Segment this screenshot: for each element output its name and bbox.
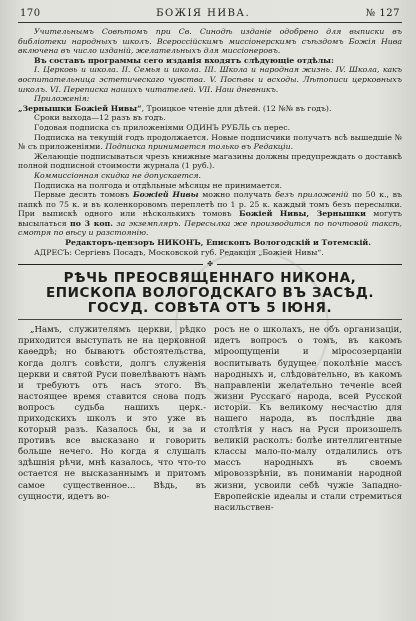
page-number: 170 bbox=[20, 8, 41, 19]
editor-line: Редакторъ-цензоръ НИКОНЪ, Епископъ Вологодскій и Тотемскій. bbox=[65, 238, 371, 248]
program-text: I. Церковь и школа. II. Семья и школа. III. Школа и народная жизнь. IV. Школа, какъ воспитательница эстетическаго чувства. V. Посѣвы и всходы. Лѣтописи церковныхъ школъ. VI. Переписка нашихъ читателей. VII. Наш дневникъ. bbox=[18, 65, 402, 94]
first-issues-i: за экземпляръ. Пересылка же производится по почтовой таксѣ, смотря по вѣсу и разстоянію. bbox=[18, 218, 403, 238]
divider-line-left bbox=[18, 264, 203, 265]
wish-paragraph: Желающіе подписываться чрезъ книжные магазины должны предупреждать о доставкѣ полной подписной стоимости журнала (1 руб.). bbox=[18, 151, 402, 171]
column-right-text: росъ не о школахъ, не объ организаціи, идетъ вопросъ о томъ, въ какомъ міроощущеніи и міросозерцаніи воспитывать будущее поколѣніе массъ народныхъ и, слѣдовательно, въ какомъ направленіи желательно теченіе всей жизни Русскаго народа, всей Русской исторіи. Къ великому несчастію для нашего народа, въ послѣдніе два столѣтія у насъ на Руси произошелъ великій расколъ: болѣе интеллигентные классы мало-по-малу отдалились отъ массъ народныхъ въ своемъ міровоззрѣніи, въ пониманіи народной жизни, усвоили себѣ чужіе Западно-Европейскіе идеалы и стали стремиться насильствен- bbox=[214, 325, 402, 513]
page-header bbox=[18, 8, 402, 19]
first-issues-f: Божіей Нивы, Зернышки bbox=[238, 209, 366, 219]
column-left bbox=[18, 325, 206, 514]
first-issues-paragraph bbox=[18, 190, 402, 238]
subscription-notice bbox=[18, 27, 402, 257]
price-paragraph: Годовая подписка съ приложеніями ОДИНЪ РУБЛЬ съ перес. bbox=[34, 122, 291, 132]
appendix-label: Приложенія: bbox=[34, 94, 90, 104]
first-issues-a: Первые десять томовъ bbox=[34, 190, 130, 200]
journal-title: БОЖІЯ НИВА. bbox=[156, 8, 251, 19]
appendix-paragraph bbox=[18, 94, 402, 113]
terms-paragraph: Сроки выхода—12 разъ въ годъ. bbox=[34, 113, 166, 123]
first-issues-g: могутъ высылаться bbox=[18, 209, 402, 228]
subscription-note: Подписка принимается только въ Редакціи. bbox=[105, 142, 294, 152]
appendix-name: „Зернышки Божіей Нивы“ bbox=[18, 103, 142, 113]
header-rule bbox=[18, 22, 402, 23]
approval-paragraph: Учительнымъ Совѣтомъ при Св. Синодѣ изданіе одобрено для выписки въ библіотеки народныхъ школъ. Всероссійскимъ миссіонерскимъ съѣздомъ Божія Нива включена въ число изданій, желательныхъ для миссіонеровъ. bbox=[18, 27, 402, 56]
address-line: АДРЕСЪ: Сергіевъ Посадъ, Московской губ. Редакція „Божіей Нивы“. bbox=[34, 247, 324, 257]
divider-line-right bbox=[217, 264, 402, 265]
first-issues-h: по 3 коп. bbox=[70, 218, 113, 228]
appendix-rest: , Троицкое чтеніе для дѣтей. (12 №№ въ годъ). bbox=[141, 103, 332, 113]
first-issues-e: по 50 к., въ папкѣ по 75 к. и въ коленкоровомъ переплетѣ по 1 р. 25 к. каждый томъ безъ пересылки. При выпискѣ одного или нѣсколькихъ томовъ bbox=[18, 190, 403, 219]
first-issues-b: Божіей Нивы bbox=[132, 190, 199, 200]
article-columns bbox=[18, 325, 402, 514]
program-heading: Въ составъ программы сего изданія входятъ слѣдующіе отдѣлы: bbox=[34, 55, 334, 65]
halfyear-paragraph: Подписка на полгода и отдѣльные мѣсяцы не принимается. bbox=[34, 180, 283, 190]
ornament-icon: ✤ bbox=[207, 260, 213, 269]
issue-number: № 127 bbox=[365, 8, 400, 19]
column-left-text: „Намъ, служителямъ церкви, рѣдко приходится выступать не на церковной каѳедрѣ; но бываютъ обстоятельства, когда долгъ совѣсти, долгъ служенія церкви и святой Руси повелѣваютъ намъ и требуютъ отъ насъ этого. Въ настоящее время ставится снова подъ вопросъ судьба нашихъ церк.-приходскихъ школъ и это уже въ который разъ. Казалось бы, и за и противъ все высказано и говорить больше нечего. Но когда я слушалъ здѣшнія рѣчи, мнѣ казалось, что что-то остается не высказаннымъ и притомъ самое существенное... Вѣдь, въ сущности, идетъ во- bbox=[18, 325, 206, 502]
speech-title: РѢЧЬ ПРЕОСВЯЩЕННАГО НИКОНА, ЕПИСКОПА ВОЛОГОДСКАГО ВЪ ЗАСѢД. ГОСУД. СОВѢТА ОТЪ 5 ІЮНЯ. bbox=[45, 270, 375, 317]
title-rule bbox=[18, 319, 402, 320]
first-issues-d: безъ приложеній bbox=[275, 190, 349, 200]
commission-paragraph: Коммиссіонная скидка не допускается. bbox=[34, 170, 202, 180]
section-divider bbox=[18, 260, 402, 268]
first-issues-c: можно получать bbox=[202, 190, 272, 200]
subscription-text: Подписка на текущій годъ продолжается. Новые подписчики получатъ всѣ вышедшіе №№ съ приложеніями. bbox=[18, 132, 402, 152]
column-right bbox=[214, 325, 402, 514]
subscription-paragraph bbox=[18, 133, 402, 152]
